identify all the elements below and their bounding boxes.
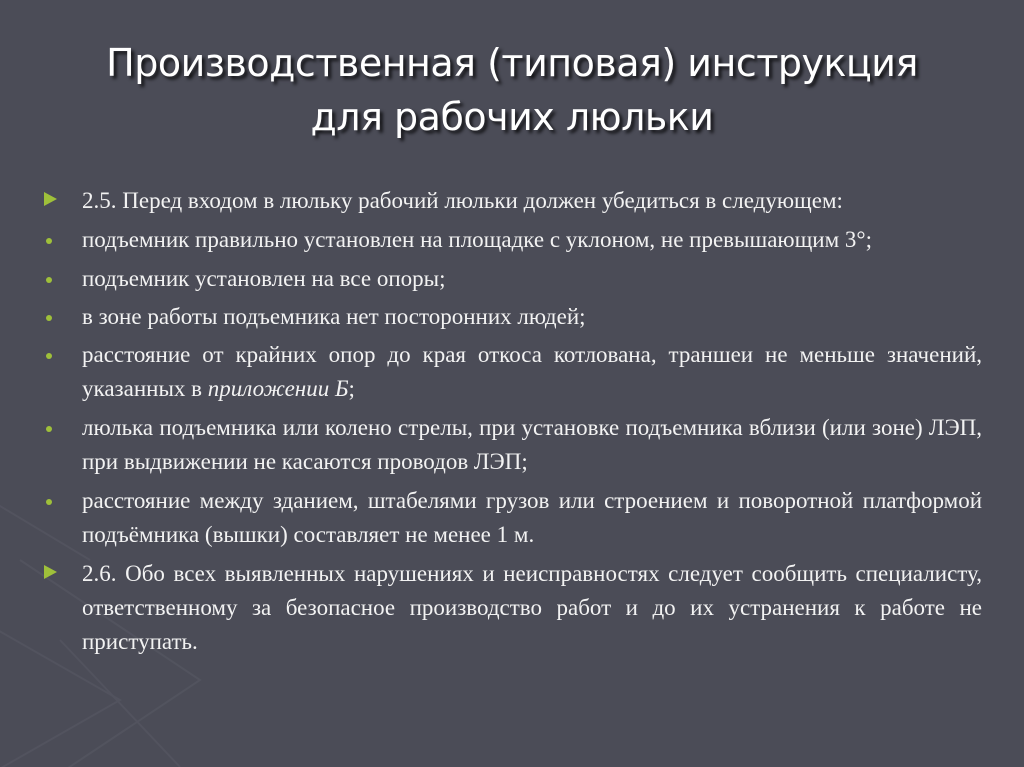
item-text: в зоне работы подъемника нет посторонних людей; xyxy=(82,304,586,329)
item-text: подъемник правильно установлен на площадке с уклоном, не превышающим 3°; xyxy=(82,227,872,252)
title-line-2: для рабочих люльки xyxy=(310,95,714,139)
title-line-1: Производственная (типовая) инструкция xyxy=(106,41,918,85)
list-item xyxy=(44,557,982,659)
list-item xyxy=(44,223,982,257)
dot-icon xyxy=(46,499,52,505)
dot-icon xyxy=(46,353,52,359)
slide-title xyxy=(40,36,984,144)
item-text: 2.5. Перед входом в люльку рабочий люльки должен убедиться в следующем: xyxy=(82,188,843,213)
list-item xyxy=(44,262,982,296)
item-text: люлька подъемника или колено стрелы, при установке подъемника вблизи (или зоне) ЛЭП, при выдвижении не касаются проводов ЛЭП; xyxy=(82,415,982,474)
list-item xyxy=(44,338,982,406)
dot-icon xyxy=(46,277,52,283)
item-text: подъемник установлен на все опоры; xyxy=(82,266,446,291)
arrow-icon xyxy=(44,565,57,579)
item-text: расстояние между зданием, штабелями грузов или строением и поворотной платформой подъёмника (вышки) составляет не менее 1 м. xyxy=(82,488,982,547)
list-item xyxy=(44,300,982,334)
arrow-icon xyxy=(44,192,57,206)
dot-icon xyxy=(46,238,52,244)
dot-icon xyxy=(46,426,52,432)
item-text: 2.6. Обо всех выявленных нарушениях и неисправностях следует сообщить специалисту, ответственному за безопасное производство работ и до их устранения к работе не приступать. xyxy=(82,561,982,654)
item-text-main: расстояние от крайних опор до края откоса котлована, траншеи не меньше значений, указанных в xyxy=(82,342,982,401)
slide-body xyxy=(44,184,982,659)
dot-icon xyxy=(46,315,52,321)
item-text xyxy=(82,342,982,401)
list-item xyxy=(44,411,982,479)
item-text-end: ; xyxy=(348,376,355,401)
list-item xyxy=(44,184,982,218)
list-item xyxy=(44,484,982,552)
appendix-reference: приложении Б xyxy=(207,376,349,401)
